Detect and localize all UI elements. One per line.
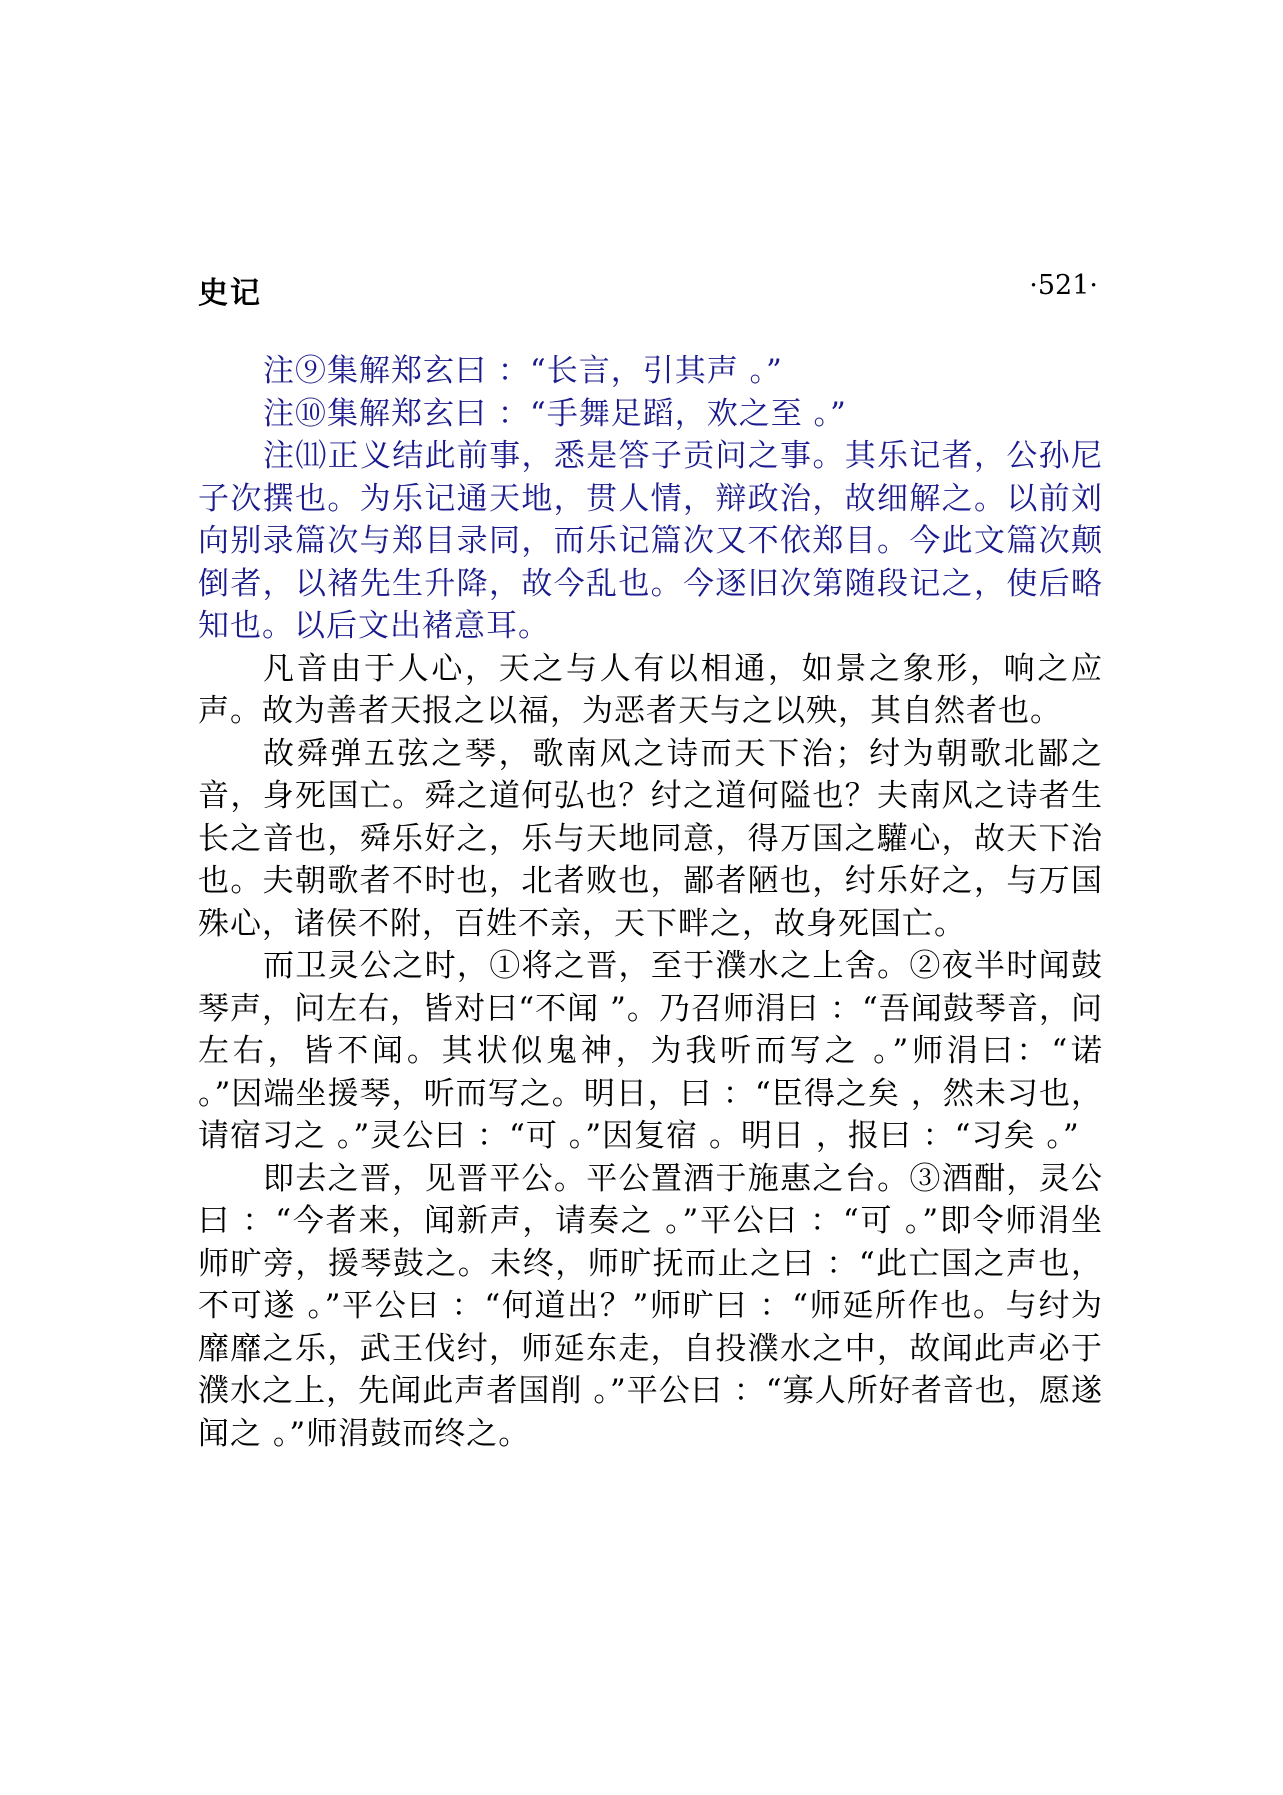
page-number: ·521· (1029, 270, 1098, 301)
body-paragraph: 凡音由于人心，天之与人有以相通，如景之象形，响之应声。故为善者天报之以福，为恶者天与之以殃，其自然者也。 (198, 650, 1103, 729)
body-paragraph: 故舜弹五弦之琴，歌南风之诗而天下治；纣为朝歌北鄙之音，身死国亡。舜之道何弘也？纣之道何隘也？夫南风之诗者生长之音也，舜乐好之，乐与天地同意，得万国之驩心，故天下治也。夫朝歌者不时也，北者败也，鄙者陋也，纣乐好之，与万国殊心，诸侯不附，百姓不亲，天下畔之，故身死国亡。 (198, 735, 1103, 942)
annotation-note-11: 注⑾正义结此前事，悉是答子贡问之事。其乐记者，公孙尼子次撰也。为乐记通天地，贯人情，辩政治，故细解之。以前刘向别录篇次与郑目录同，而乐记篇次又不依郑目。今此文篇次颠倒者，以褚先生升降，故今乱也。今逐旧次第随段记之，使后略知也。以后文出褚意耳。 (198, 438, 1103, 644)
book-title: 史记 (198, 276, 262, 311)
page-body (198, 350, 1103, 1455)
body-paragraph: 而卫灵公之时，①将之晋，至于濮水之上舍。②夜半时闻鼓琴声，问左右，皆对曰“不闻 ”。乃召师涓曰 ：“吾闻鼓琴音，问左右，皆不闻。其状似鬼神，为我听而写之 。”师涓曰：“诺 。”因端坐援琴，听而写之。明日，曰 ：“臣得之矣 ，然未习也，请宿习之 。”灵公曰 ：“可 。”因复宿 。明日 ，报曰 ：“习矣 。” (198, 948, 1103, 1154)
annotation-note-9: 注⑨集解郑玄曰 ：“长言，引其声 。” (263, 353, 783, 389)
annotation-note-10: 注⑩集解郑玄曰 ：“手舞足蹈，欢之至 。” (263, 395, 847, 432)
page-header (198, 268, 1098, 312)
body-paragraph: 即去之晋，见晋平公。平公置酒于施惠之台。③酒酣，灵公曰 ：“今者来，闻新声，请奏之 。”平公曰 ：“可 。”即令师涓坐师旷旁，援琴鼓之。未终，师旷抚而止之曰 ：“此亡国之声也，不可遂 。”平公曰 ：“何道出？”师旷曰 ：“师延所作也。与纣为靡靡之乐，武王伐纣，师延东走，自投濮水之中，故闻此声必于濮水之上，先闻此声者国削 。”平公曰 ：“寡人所好者音也，愿遂闻之 。”师涓鼓而终之。 (198, 1160, 1103, 1452)
